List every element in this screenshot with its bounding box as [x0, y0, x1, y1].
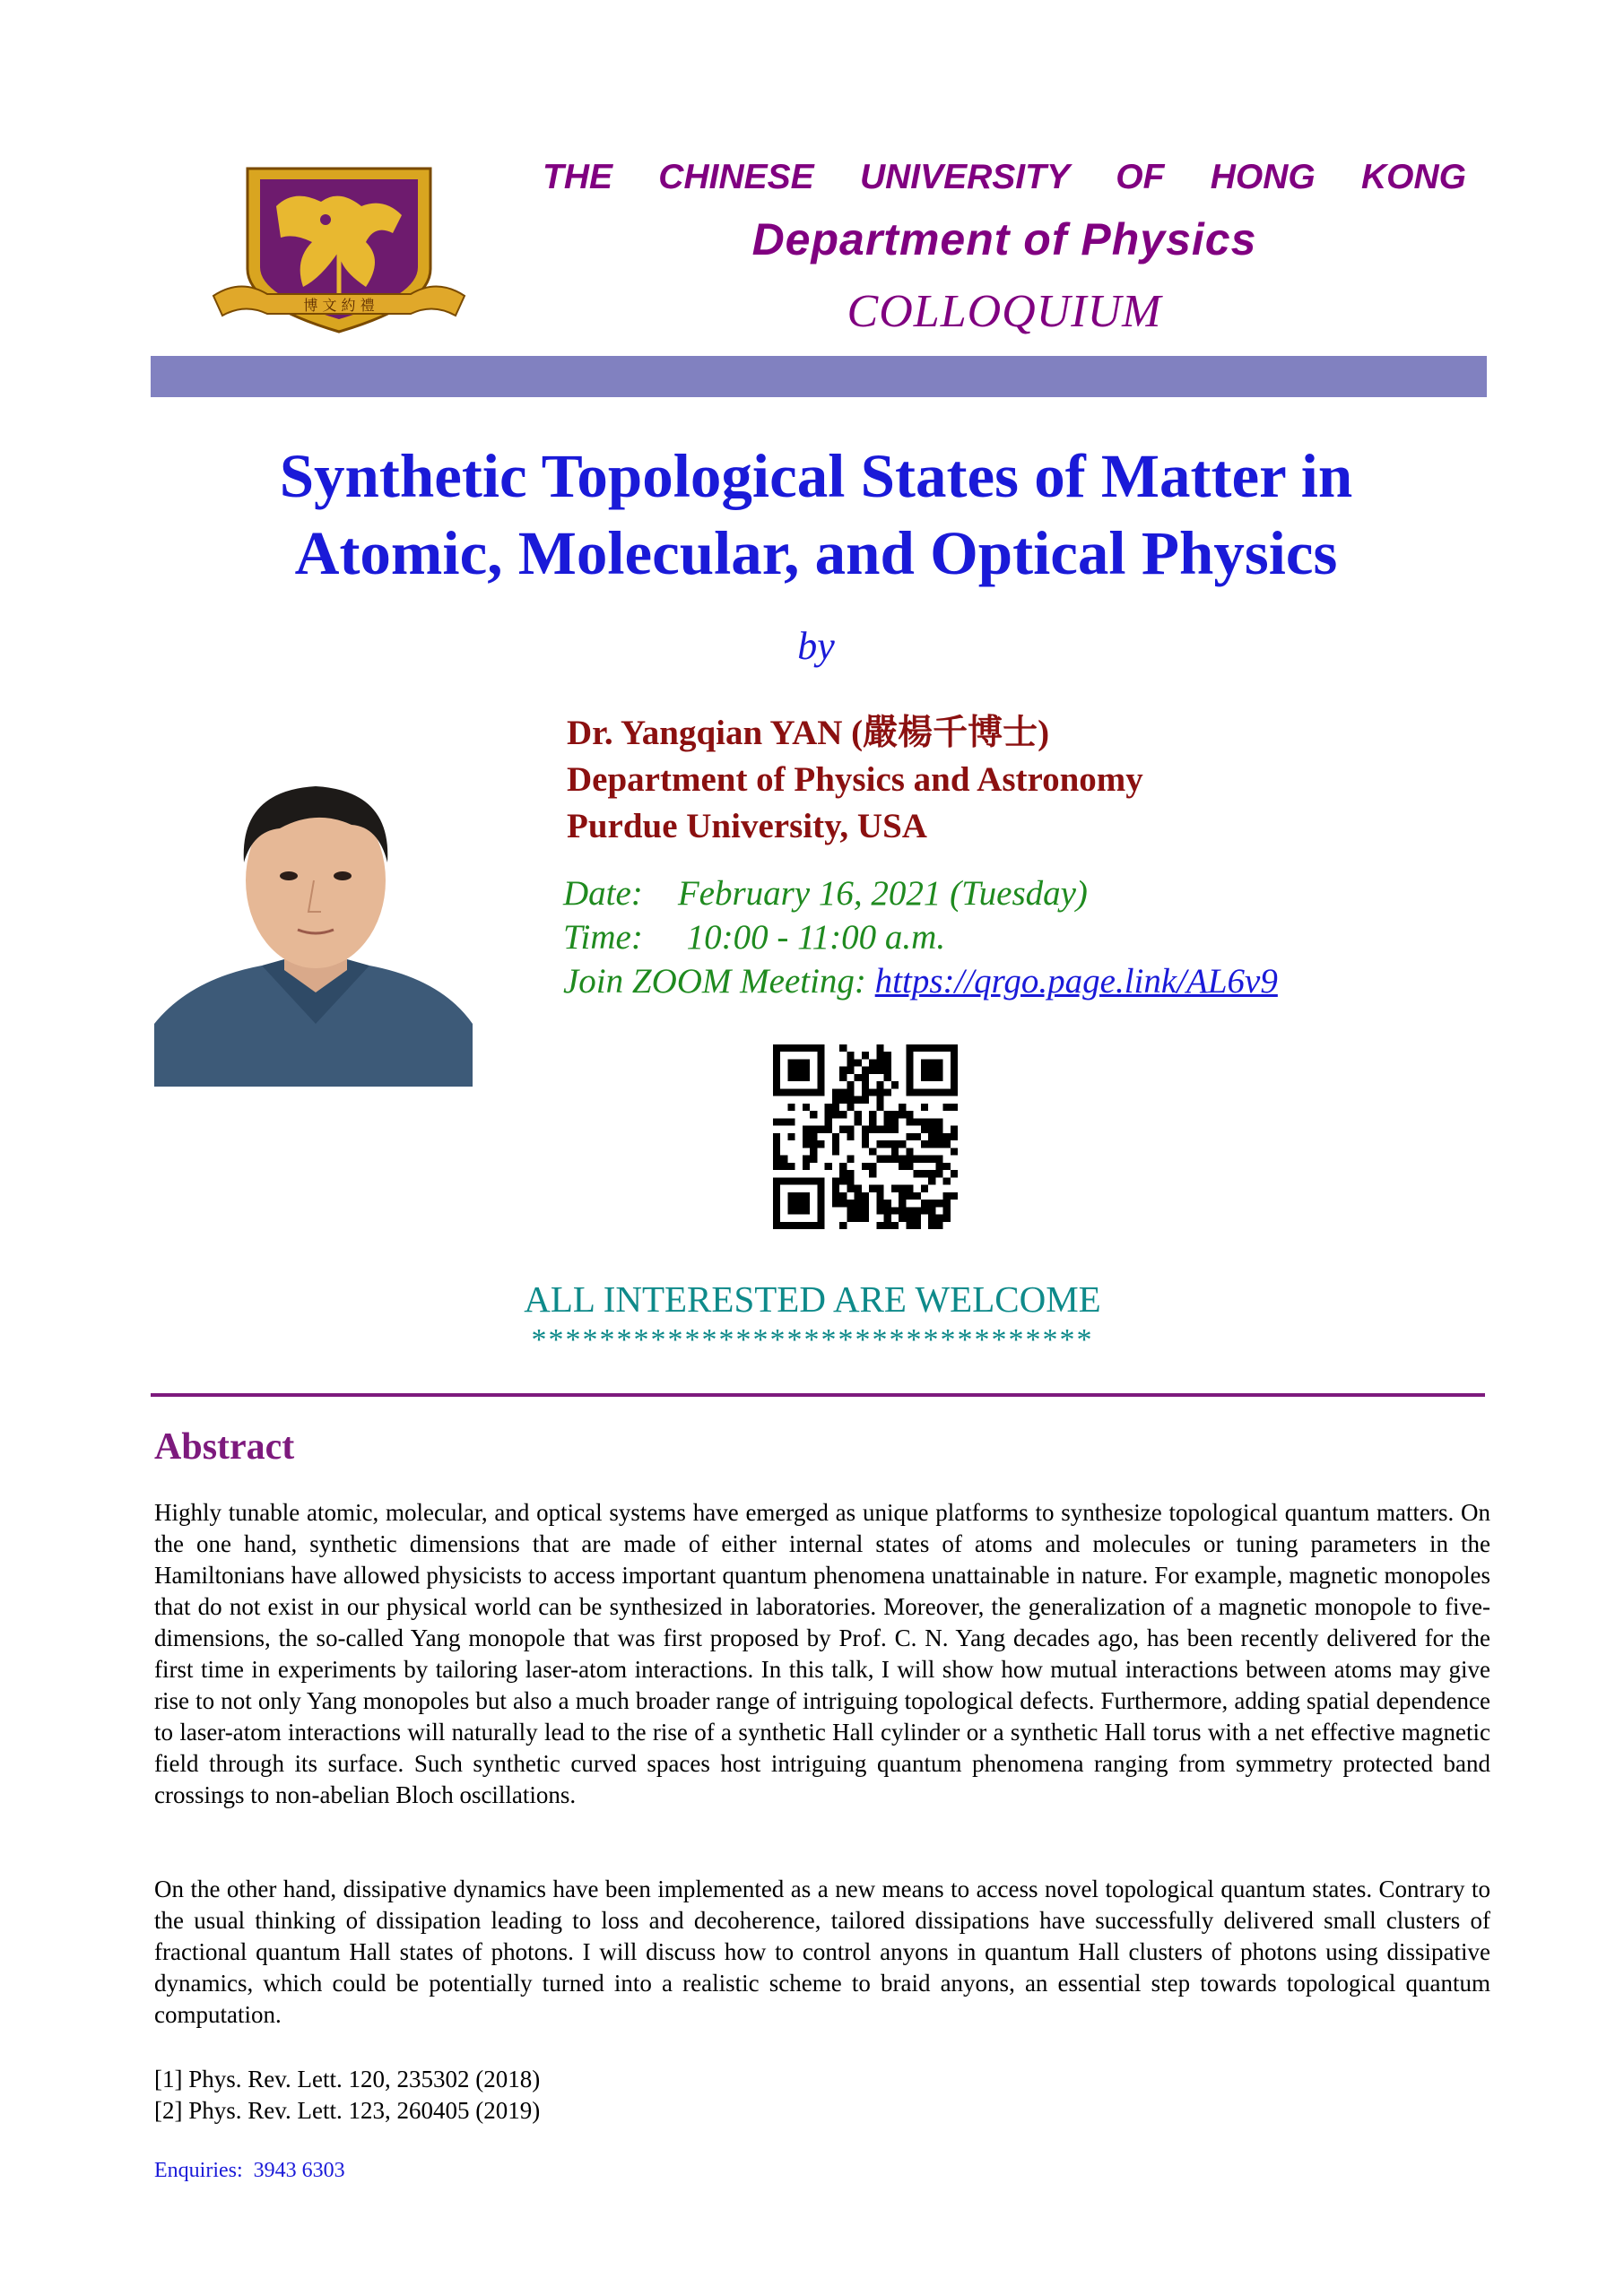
qr-module — [914, 1156, 921, 1163]
univ-word: HONG — [1210, 158, 1316, 196]
zoom-label: Join ZOOM Meeting: — [563, 962, 866, 1001]
qr-module — [891, 1185, 899, 1192]
reference-2: [2] Phys. Rev. Lett. 123, 260405 (2019) — [154, 2097, 541, 2124]
qr-module — [832, 1133, 839, 1140]
qr-module — [855, 1200, 862, 1207]
qr-module — [847, 1177, 854, 1184]
qr-module — [884, 1126, 891, 1133]
qr-module — [869, 1170, 876, 1177]
zoom-row — [563, 959, 1278, 1003]
qr-module — [847, 1185, 854, 1192]
qr-module — [928, 1133, 935, 1140]
qr-module — [928, 1215, 935, 1222]
qr-module — [914, 1118, 921, 1125]
qr-module — [832, 1148, 839, 1155]
time-row — [563, 915, 1278, 959]
qr-module — [787, 1118, 795, 1125]
qr-module — [839, 1096, 847, 1104]
qr-module — [862, 1088, 869, 1096]
qr-module — [891, 1148, 899, 1155]
qr-module — [906, 1192, 913, 1200]
qr-module — [928, 1140, 935, 1148]
divider — [151, 1393, 1485, 1397]
qr-module — [862, 1126, 869, 1133]
qr-module — [862, 1192, 869, 1200]
qr-module — [855, 1192, 862, 1200]
qr-module — [810, 1148, 817, 1155]
qr-module — [869, 1148, 876, 1155]
qr-module — [943, 1207, 951, 1214]
univ-word: KONG — [1361, 158, 1466, 196]
qr-module — [803, 1156, 810, 1163]
qr-module — [855, 1185, 862, 1192]
qr-module — [847, 1207, 854, 1214]
qr-module — [884, 1052, 891, 1059]
qr-module — [884, 1111, 891, 1118]
qr-module — [921, 1156, 928, 1163]
qr-module — [847, 1081, 854, 1088]
qr-module — [928, 1118, 935, 1125]
qr-module — [921, 1118, 928, 1125]
qr-module — [884, 1088, 891, 1096]
qr-module — [891, 1156, 899, 1163]
speaker-info — [567, 710, 1143, 850]
enquiries: Enquiries: 3943 6303 — [154, 2159, 345, 2182]
qr-module — [935, 1200, 942, 1207]
date-label: Date: — [563, 874, 643, 913]
department-name: Department of Physics — [751, 214, 1257, 264]
qr-module — [951, 1133, 958, 1140]
qr-module — [876, 1126, 883, 1133]
qr-module — [884, 1118, 891, 1125]
qr-module — [943, 1200, 951, 1207]
qr-module — [935, 1133, 942, 1140]
qr-module — [935, 1215, 942, 1222]
qr-module — [876, 1140, 883, 1148]
qr-module — [855, 1207, 862, 1214]
qr-module — [943, 1140, 951, 1148]
qr-module — [876, 1200, 883, 1207]
qr-module — [847, 1104, 854, 1111]
cuhk-logo — [204, 161, 473, 341]
qr-module — [862, 1207, 869, 1214]
talk-title-line2: Atomic, Molecular, and Optical Physics — [294, 519, 1338, 587]
qr-module — [921, 1170, 928, 1177]
qr-module — [847, 1156, 854, 1163]
logo-motto: 博 文 約 禮 — [303, 297, 375, 314]
abstract-paragraph-2: On the other hand, dissipative dynamics have been implemented as a new means to access novel topological quantum states. Contrary to the usual thinking of dissipation leading to loss and decoherence, tailored dissipations have successfully delivered small clusters of fractional quantum Hall states of photons. I will discuss how to control anyons in quantum Hall clusters of photons using dissipative dynamics, which could be potentially turned into a realistic scheme to braid anyons, an essential step towards topological quantum computation. — [154, 1876, 1490, 2028]
qr-module — [832, 1111, 839, 1118]
qr-module — [847, 1052, 854, 1059]
qr-module — [899, 1215, 906, 1222]
references — [154, 2064, 540, 2127]
qr-module — [876, 1067, 883, 1074]
qr-module — [951, 1170, 958, 1177]
qr-module — [803, 1140, 810, 1148]
qr-module — [773, 1118, 780, 1125]
qr-module — [855, 1074, 862, 1081]
qr-module — [869, 1126, 876, 1133]
qr-module — [921, 1104, 928, 1111]
qr-module — [899, 1185, 906, 1192]
qr-module — [921, 1140, 928, 1148]
qr-module — [891, 1111, 899, 1118]
qr-module — [780, 1156, 787, 1163]
qr-module — [876, 1096, 883, 1104]
qr-module — [839, 1044, 847, 1052]
qr-module — [906, 1111, 913, 1118]
qr-module — [891, 1207, 899, 1214]
qr-module — [839, 1111, 847, 1118]
qr-module — [935, 1118, 942, 1125]
talk-title-line1: Synthetic Topological States of Matter in — [279, 442, 1353, 510]
qr-module — [773, 1148, 780, 1155]
time-label: Time: — [563, 918, 643, 957]
qr-module — [847, 1059, 854, 1066]
qr-module — [862, 1140, 869, 1148]
qr-module — [899, 1163, 906, 1170]
qr-module — [855, 1118, 862, 1125]
univ-word: CHINESE — [658, 158, 814, 196]
time-value: 10:00 - 11:00 a.m. — [686, 918, 946, 957]
qr-module — [832, 1192, 839, 1200]
qr-module — [884, 1140, 891, 1148]
qr-module — [921, 1126, 928, 1133]
speaker-department: Department of Physics and Astronomy — [567, 760, 1143, 799]
qr-module — [943, 1215, 951, 1222]
qr-module — [847, 1133, 854, 1140]
qr-module — [862, 1074, 869, 1081]
qr-module — [847, 1067, 854, 1074]
qr-module — [914, 1133, 921, 1140]
welcome-text: ALL INTERESTED ARE WELCOME — [524, 1278, 1101, 1320]
qr-module — [847, 1088, 854, 1096]
qr-module — [825, 1163, 832, 1170]
qr-module — [914, 1215, 921, 1222]
qr-module — [914, 1192, 921, 1200]
qr-module — [847, 1200, 854, 1207]
abstract-paragraph-1: Highly tunable atomic, molecular, and optical systems have emerged as unique platforms to synthesize topological quantum matters. On the one hand, synthetic dimensions that are made of either internal states of atoms and molecules or tuning parameters in the Hamiltonians have allowed physicists to access important quantum phenomena unattainable in nature. For example, magnetic monopoles that do not exist in our physical world can be synthesized in laboratories. Moreover, the generalization of a magnetic monopole to five-dimensions, the so-called Yang monopole that was first proposed by Prof. C. N. Yang decades ago, has been recently delivered for the first time in experiments by tailoring laser-atom interactions. In this talk, I will show how mutual interactions between atoms may give rise to not only Yang monopoles but also a much broader range of intriguing topological defects. Furthermore, adding spatial dependence to laser-atom interactions will naturally lead to the rise of a synthetic Hall cylinder or a synthetic Hall torus with a net effective magnetic field through its surface. Such synthetic curved spaces host intriguing quantum phenomena ranging from symmetry protected band crossings to non-abelian Bloch oscillations. — [154, 1499, 1490, 1808]
qr-module — [787, 1133, 795, 1140]
qr-module — [847, 1215, 854, 1222]
qr-module — [825, 1104, 832, 1111]
qr-module — [847, 1170, 854, 1177]
qr-module — [906, 1133, 913, 1140]
event-type: COLLOQUIUM — [847, 286, 1162, 337]
qr-module — [810, 1156, 817, 1163]
qr-module — [876, 1192, 883, 1200]
qr-module — [884, 1059, 891, 1066]
qr-module — [928, 1170, 935, 1177]
qr-module — [921, 1200, 928, 1207]
qr-module — [869, 1111, 876, 1118]
qr-module — [862, 1067, 869, 1074]
qr-module — [832, 1200, 839, 1207]
qr-module — [855, 1111, 862, 1118]
qr-module — [810, 1111, 817, 1118]
qr-module — [891, 1126, 899, 1133]
qr-module — [951, 1104, 958, 1111]
qr-module — [884, 1156, 891, 1163]
qr-module — [943, 1192, 951, 1200]
qr-module — [906, 1118, 913, 1125]
qr-module — [914, 1170, 921, 1177]
qr-module — [899, 1111, 906, 1118]
qr-module — [839, 1067, 847, 1074]
qr-module — [847, 1096, 854, 1104]
qr-module — [921, 1207, 928, 1214]
speaker-institution: Purdue University, USA — [567, 807, 927, 845]
qr-module — [906, 1215, 913, 1222]
qr-module — [832, 1104, 839, 1111]
date-value: February 16, 2021 (Tuesday) — [677, 874, 1088, 913]
qr-module — [891, 1081, 899, 1088]
qr-module — [773, 1156, 780, 1163]
qr-module — [810, 1126, 817, 1133]
qr-module — [899, 1156, 906, 1163]
qr-module — [862, 1163, 869, 1170]
qr-module — [943, 1104, 951, 1111]
reference-1: [1] Phys. Rev. Lett. 120, 235302 (2018) — [154, 2066, 541, 2092]
qr-module — [928, 1177, 935, 1184]
date-row — [563, 871, 1278, 915]
qr-module — [876, 1088, 883, 1096]
qr-module — [825, 1118, 832, 1125]
univ-word: THE — [543, 158, 612, 196]
qr-module — [943, 1163, 951, 1170]
qr-module — [869, 1059, 876, 1066]
qr-module — [928, 1200, 935, 1207]
qr-module — [876, 1052, 883, 1059]
qr-module — [803, 1126, 810, 1133]
qr-module — [862, 1133, 869, 1140]
qr-module — [862, 1052, 869, 1059]
qr-module — [884, 1215, 891, 1222]
qr-module — [839, 1163, 847, 1170]
qr-module — [935, 1140, 942, 1148]
qr-module — [884, 1074, 891, 1081]
qr-module — [839, 1170, 847, 1177]
qr-module — [869, 1067, 876, 1074]
talk-title — [108, 438, 1524, 592]
qr-module — [810, 1133, 817, 1140]
qr-module — [951, 1192, 958, 1200]
qr-module — [876, 1185, 883, 1192]
qr-module — [884, 1207, 891, 1214]
qr-module — [817, 1140, 824, 1148]
qr-module — [869, 1163, 876, 1170]
qr-module — [943, 1133, 951, 1140]
qr-module — [855, 1215, 862, 1222]
qr-module — [787, 1163, 795, 1170]
qr-module — [832, 1177, 839, 1184]
header-band — [151, 356, 1487, 397]
qr-module — [803, 1163, 810, 1170]
qr-module — [780, 1163, 787, 1170]
qr-module — [935, 1222, 942, 1229]
qr-module — [773, 1163, 780, 1170]
qr-module — [832, 1140, 839, 1148]
qr-module — [899, 1140, 906, 1148]
qr-module — [935, 1126, 942, 1133]
qr-module — [891, 1118, 899, 1125]
qr-module — [928, 1156, 935, 1163]
qr-module — [928, 1222, 935, 1229]
qr-module — [869, 1185, 876, 1192]
qr-module — [780, 1118, 787, 1125]
qr-module — [899, 1207, 906, 1214]
by-label: by — [797, 624, 835, 668]
qr-module — [891, 1140, 899, 1148]
qr-module — [839, 1200, 847, 1207]
qr-module — [935, 1170, 942, 1177]
abstract-heading: Abstract — [154, 1426, 295, 1468]
qr-module — [899, 1200, 906, 1207]
qr-module — [773, 1140, 780, 1148]
qr-module — [825, 1126, 832, 1133]
qr-module — [921, 1185, 928, 1192]
qr-code[interactable] — [773, 1044, 958, 1229]
qr-module — [906, 1185, 913, 1192]
university-name — [543, 158, 1466, 197]
qr-module — [928, 1126, 935, 1133]
qr-module — [817, 1126, 824, 1133]
welcome-stars: ********************************* — [531, 1323, 1094, 1356]
qr-module — [876, 1059, 883, 1066]
qr-module — [891, 1222, 899, 1229]
qr-module — [906, 1156, 913, 1163]
qr-module — [862, 1096, 869, 1104]
qr-module — [839, 1126, 847, 1133]
qr-module — [951, 1148, 958, 1155]
qr-module — [906, 1163, 913, 1170]
qr-module — [862, 1081, 869, 1088]
qr-module — [869, 1088, 876, 1096]
qr-module — [832, 1088, 839, 1096]
qr-module — [876, 1222, 883, 1229]
qr-module — [839, 1177, 847, 1184]
qr-module — [914, 1207, 921, 1214]
qr-module — [869, 1118, 876, 1125]
qr-module — [862, 1200, 869, 1207]
univ-word: OF — [1116, 158, 1165, 196]
qr-module — [943, 1177, 951, 1184]
qr-module — [855, 1096, 862, 1104]
qr-module — [884, 1200, 891, 1207]
qr-module — [839, 1088, 847, 1096]
qr-module — [876, 1156, 883, 1163]
qr-module — [914, 1222, 921, 1229]
qr-module — [810, 1140, 817, 1148]
qr-module — [787, 1104, 795, 1111]
qr-module — [876, 1207, 883, 1214]
qr-module — [803, 1133, 810, 1140]
qr-module — [855, 1059, 862, 1066]
qr-module — [832, 1185, 839, 1192]
qr-module — [928, 1207, 935, 1214]
qr-module — [899, 1192, 906, 1200]
speaker-photo — [154, 755, 473, 1087]
qr-module — [876, 1044, 883, 1052]
qr-module — [906, 1222, 913, 1229]
qr-module — [803, 1104, 810, 1111]
qr-module — [899, 1104, 906, 1111]
qr-module — [839, 1192, 847, 1200]
qr-module — [935, 1163, 942, 1170]
qr-module — [884, 1222, 891, 1229]
qr-module — [839, 1074, 847, 1081]
qr-module — [876, 1104, 883, 1111]
qr-module — [825, 1111, 832, 1118]
qr-module — [906, 1148, 913, 1155]
qr-module — [884, 1067, 891, 1074]
qr-module — [862, 1215, 869, 1222]
qr-module — [935, 1156, 942, 1163]
qr-module — [839, 1222, 847, 1229]
qr-module — [951, 1126, 958, 1133]
qr-module — [847, 1126, 854, 1133]
univ-word: UNIVERSITY — [859, 158, 1070, 196]
qr-module — [906, 1207, 913, 1214]
qr-module — [832, 1096, 839, 1104]
event-details — [563, 871, 1278, 1003]
qr-module — [773, 1133, 780, 1140]
speaker-name: Dr. Yangqian YAN (嚴楊千博士) — [567, 714, 1050, 752]
qr-module — [876, 1081, 883, 1088]
zoom-link[interactable]: https://qrgo.page.link/AL6v9 — [874, 962, 1278, 1001]
